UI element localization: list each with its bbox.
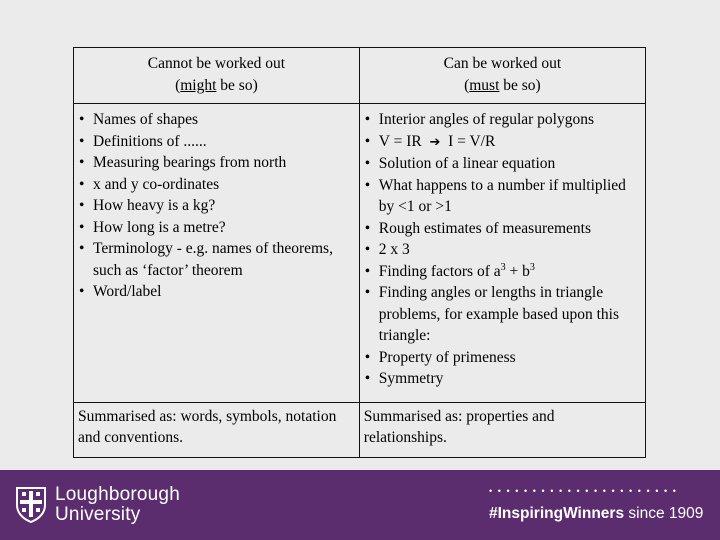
university-name: Loughborough University: [55, 484, 180, 525]
underlined-might: might: [180, 76, 217, 94]
left-summary: Summarised as: words, symbols, notation and conventions.: [74, 402, 360, 457]
list-item: • Solution of a linear equation: [364, 153, 641, 175]
header-cannot-be-worked-out: Cannot be worked out (might be so): [74, 48, 360, 104]
can-list: [364, 109, 641, 390]
list-item: • V = IR ➔ I = V/R: [364, 131, 641, 154]
tagline: #InspiringWinners since 1909: [489, 505, 704, 522]
right-list-cell: [359, 104, 645, 403]
list-item: • What happens to a number if multiplied by <1 or >1: [364, 175, 641, 218]
list-item: • x and y co-ordinates: [78, 174, 355, 196]
list-item: • Finding factors of $a^3 + b^3$: [364, 261, 641, 283]
list-item: • Word/label: [78, 281, 355, 303]
dotted-rule: ••••••••••••••••••••••: [489, 486, 682, 496]
list-row: [74, 104, 646, 403]
list-item: • Terminology - e.g. names of theorems, such as ‘factor’ theorem: [78, 238, 355, 281]
underlined-must: must: [469, 76, 500, 94]
list-item: • Measuring bearings from north: [78, 152, 355, 174]
list-item: • Names of shapes: [78, 109, 355, 131]
list-item: • How heavy is a kg?: [78, 195, 355, 217]
header-can-be-worked-out: Can be worked out (must be so): [359, 48, 645, 104]
list-item: • Finding angles or lengths in triangle problems, for example based upon this triangle:: [364, 282, 641, 347]
list-item: • Definitions of ......: [78, 131, 355, 153]
list-item: • Symmetry: [364, 368, 641, 390]
cannot-list: [78, 109, 355, 303]
summary-row: [74, 402, 646, 457]
list-item: • How long is a metre?: [78, 217, 355, 239]
list-item: • Property of primeness: [364, 347, 641, 369]
right-summary: Summarised as: properties and relationships.: [359, 402, 645, 457]
loughborough-crest-icon: [16, 487, 46, 523]
left-list-cell: [74, 104, 360, 403]
list-item: • Interior angles of regular polygons: [364, 109, 641, 131]
list-item: • Rough estimates of measurements: [364, 218, 641, 240]
comparison-table: [73, 47, 646, 458]
right-arrow-icon: ➔: [429, 134, 441, 150]
list-item: • 2 x 3: [364, 239, 641, 261]
header-row: [74, 48, 646, 104]
